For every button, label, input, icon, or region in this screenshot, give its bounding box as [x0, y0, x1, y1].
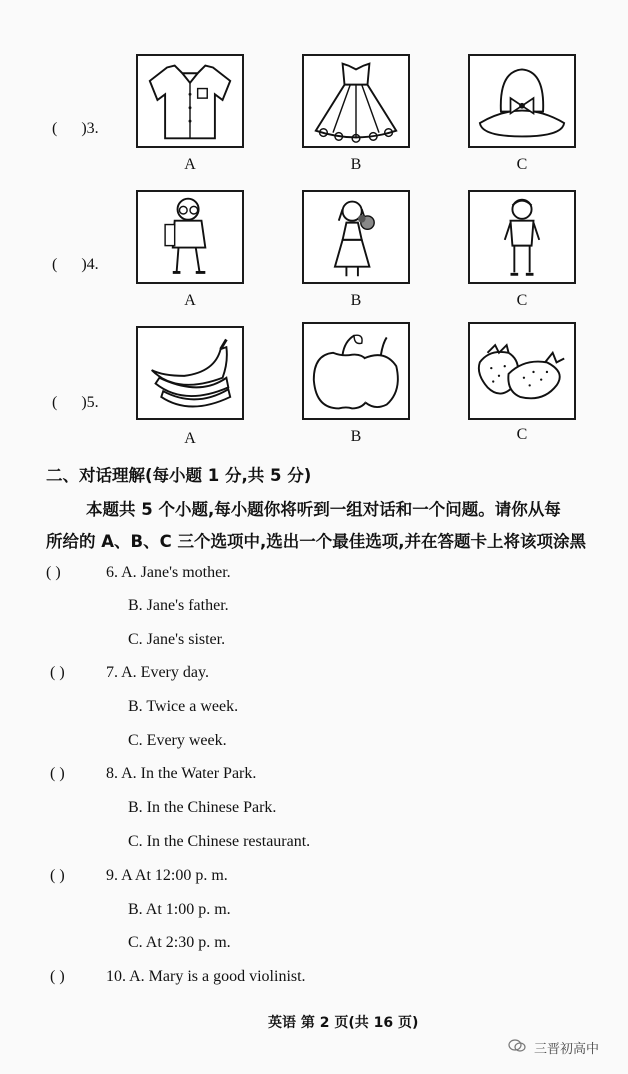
q3-label-b: B — [350, 156, 362, 173]
q10-option-a: 10. A. Mary is a good violinist. — [106, 968, 306, 985]
shirt-icon — [138, 56, 242, 146]
section2-instruction-line2: 所给的 A、B、C 三个选项中,选出一个最佳选项,并在答题卡上将该项涂黑 — [46, 532, 586, 551]
q5-label-b: B — [350, 428, 362, 445]
q3-option-a-image — [136, 54, 244, 148]
q3-option-b-image — [302, 54, 410, 148]
q5-option-b-image — [302, 322, 410, 420]
q7-option-c: C. Every week. — [128, 732, 227, 749]
q3-paren: ( )3. — [52, 120, 99, 137]
q9-option-a: 9. A At 12:00 p. m. — [106, 867, 228, 884]
q6-option-c: C. Jane's sister. — [128, 631, 226, 648]
q7-option-b: B. Twice a week. — [128, 698, 239, 715]
section2-instruction-line1: 本题共 5 个小题,每小题你将听到一组对话和一个问题。请你从每 — [86, 500, 561, 519]
q5-option-c-image — [468, 322, 576, 420]
q8-paren: ( ) — [50, 765, 65, 782]
q8-option-b: B. In the Chinese Park. — [128, 799, 277, 816]
q4-label-b: B — [350, 292, 362, 309]
q5-label-a: A — [184, 430, 196, 447]
page-footer: 英语 第 2 页(共 16 页) — [268, 1015, 419, 1031]
section2-heading: 二、对话理解(每小题 1 分,共 5 分) — [46, 466, 312, 485]
girl-with-flowers-icon — [304, 192, 408, 282]
q5-option-a-image — [136, 326, 244, 420]
q6-option-a: 6. A. Jane's mother. — [106, 564, 231, 581]
bananas-icon — [138, 328, 242, 418]
boy-with-glasses-icon — [138, 192, 242, 282]
dress-icon — [304, 56, 408, 146]
q4-paren: ( )4. — [52, 256, 99, 273]
q7-option-a: 7. A. Every day. — [106, 664, 209, 681]
q8-option-c: C. In the Chinese restaurant. — [128, 833, 311, 850]
q6-option-b: B. Jane's father. — [128, 597, 229, 614]
q4-option-c-image — [468, 190, 576, 284]
q4-option-b-image — [302, 190, 410, 284]
q7-paren: ( ) — [50, 664, 65, 681]
q10-paren: ( ) — [50, 968, 65, 985]
q6-paren: ( ) — [46, 564, 61, 581]
q9-paren: ( ) — [50, 867, 65, 884]
watermark-text: 三晋初高中 — [534, 1042, 600, 1057]
q3-label-a: A — [184, 156, 196, 173]
q3-option-c-image — [468, 54, 576, 148]
q5-label-c: C — [516, 426, 528, 443]
q4-label-c: C — [516, 292, 528, 309]
q9-option-b: B. At 1:00 p. m. — [128, 901, 231, 918]
q4-label-a: A — [184, 292, 196, 309]
hat-icon — [470, 56, 574, 146]
watermark-logo-icon — [508, 1038, 526, 1052]
strawberries-icon — [470, 324, 574, 418]
q3-label-c: C — [516, 156, 528, 173]
q4-option-a-image — [136, 190, 244, 284]
apples-icon — [304, 324, 408, 418]
q8-option-a: 8. A. In the Water Park. — [106, 765, 257, 782]
boy-standing-icon — [470, 192, 574, 282]
q9-option-c: C. At 2:30 p. m. — [128, 934, 231, 951]
q5-paren: ( )5. — [52, 394, 99, 411]
